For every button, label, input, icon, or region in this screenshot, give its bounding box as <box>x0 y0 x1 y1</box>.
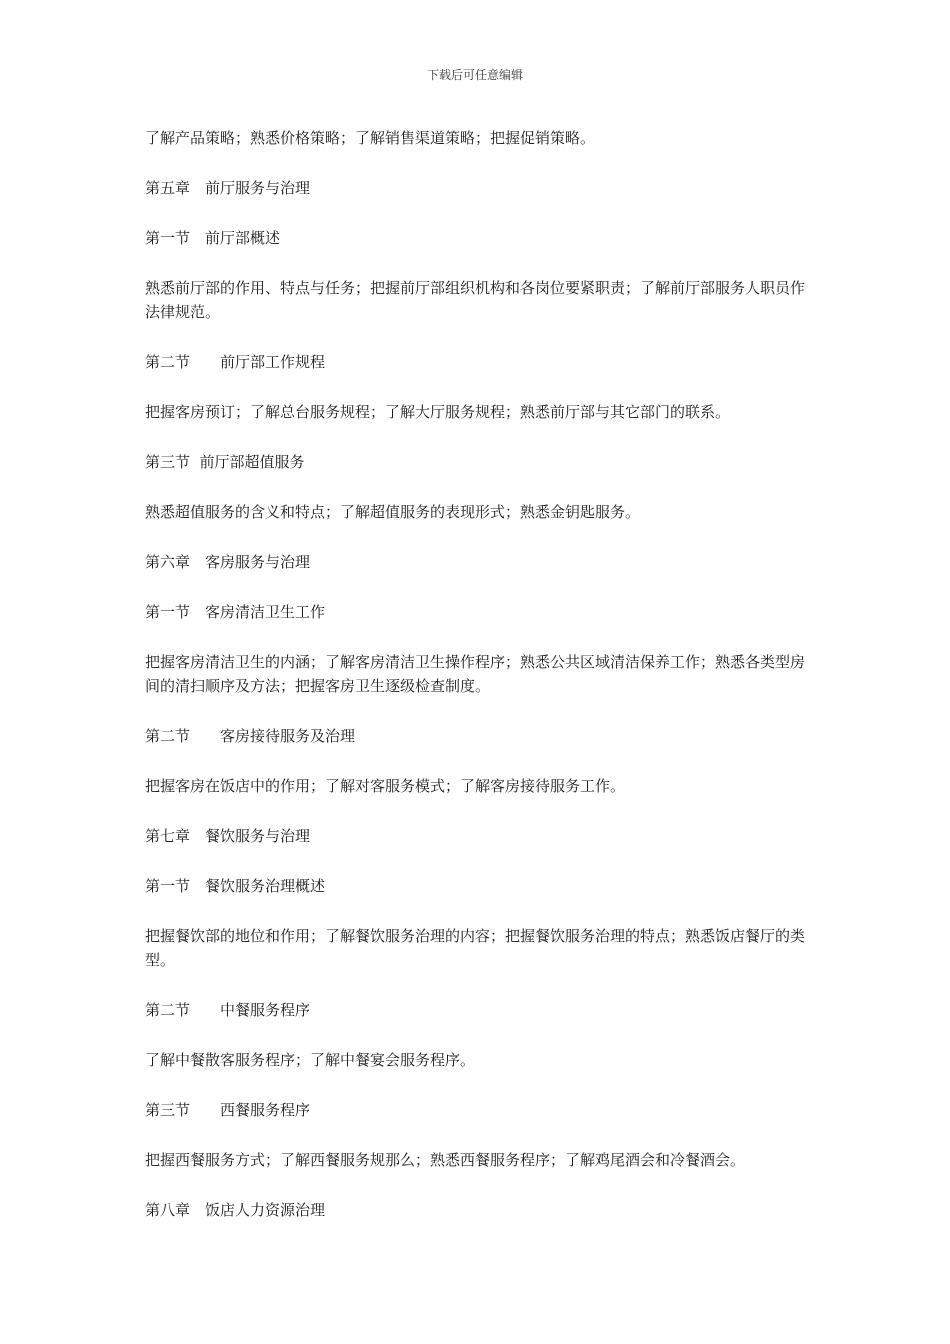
section-heading: 第二节 前厅部工作规程 <box>145 353 326 371</box>
section-heading: 第一节 客房清洁卫生工作 <box>145 603 326 621</box>
paragraph: 把握客房清洁卫生的内涵；了解客房清洁卫生操作程序；熟悉公共区域清洁保养工作；熟悉各类型房间的清扫顺序及方法；把握客房卫生逐级检查制度。 <box>145 653 806 695</box>
section-heading: 第二节 中餐服务程序 <box>145 1001 311 1019</box>
section-heading: 第三节 前厅部超值服务 <box>145 453 305 471</box>
chapter-heading: 第八章 饭店人力资源治理 <box>145 1201 326 1219</box>
paragraph: 把握餐饮部的地位和作用；了解餐饮服务治理的内容；把握餐饮服务治理的特点；熟悉饭店餐厅的类型。 <box>145 927 806 969</box>
chapter-heading: 第五章 前厅服务与治理 <box>145 179 311 197</box>
paragraph: 把握客房预订；了解总台服务规程；了解大厅服务规程；熟悉前厅部与其它部门的联系。 <box>145 403 731 421</box>
section-heading: 第一节 前厅部概述 <box>145 229 281 247</box>
paragraph: 把握客房在饭店中的作用；了解对客服务模式；了解客房接待服务工作。 <box>145 777 626 795</box>
paragraph: 了解产品策略；熟悉价格策略；了解销售渠道策略；把握促销策略。 <box>145 129 596 147</box>
chapter-heading: 第七章 餐饮服务与治理 <box>145 827 311 845</box>
section-heading: 第三节 西餐服务程序 <box>145 1101 311 1119</box>
paragraph: 熟悉前厅部的作用、特点与任务；把握前厅部组织机构和各岗位要紧职责；了解前厅部服务人职员作法律规范。 <box>145 279 806 321</box>
section-heading: 第一节 餐饮服务治理概述 <box>145 877 326 895</box>
paragraph: 把握西餐服务方式；了解西餐服务规那么；熟悉西餐服务程序；了解鸡尾酒会和冷餐酒会。 <box>145 1151 746 1169</box>
paragraph: 熟悉超值服务的含义和特点；了解超值服务的表现形式；熟悉金钥匙服务。 <box>145 503 641 521</box>
header-note: 下载后可任意编辑 <box>426 68 523 82</box>
section-heading: 第二节 客房接待服务及治理 <box>145 727 356 745</box>
chapter-heading: 第六章 客房服务与治理 <box>145 553 311 571</box>
paragraph: 了解中餐散客服务程序；了解中餐宴会服务程序。 <box>145 1051 476 1069</box>
